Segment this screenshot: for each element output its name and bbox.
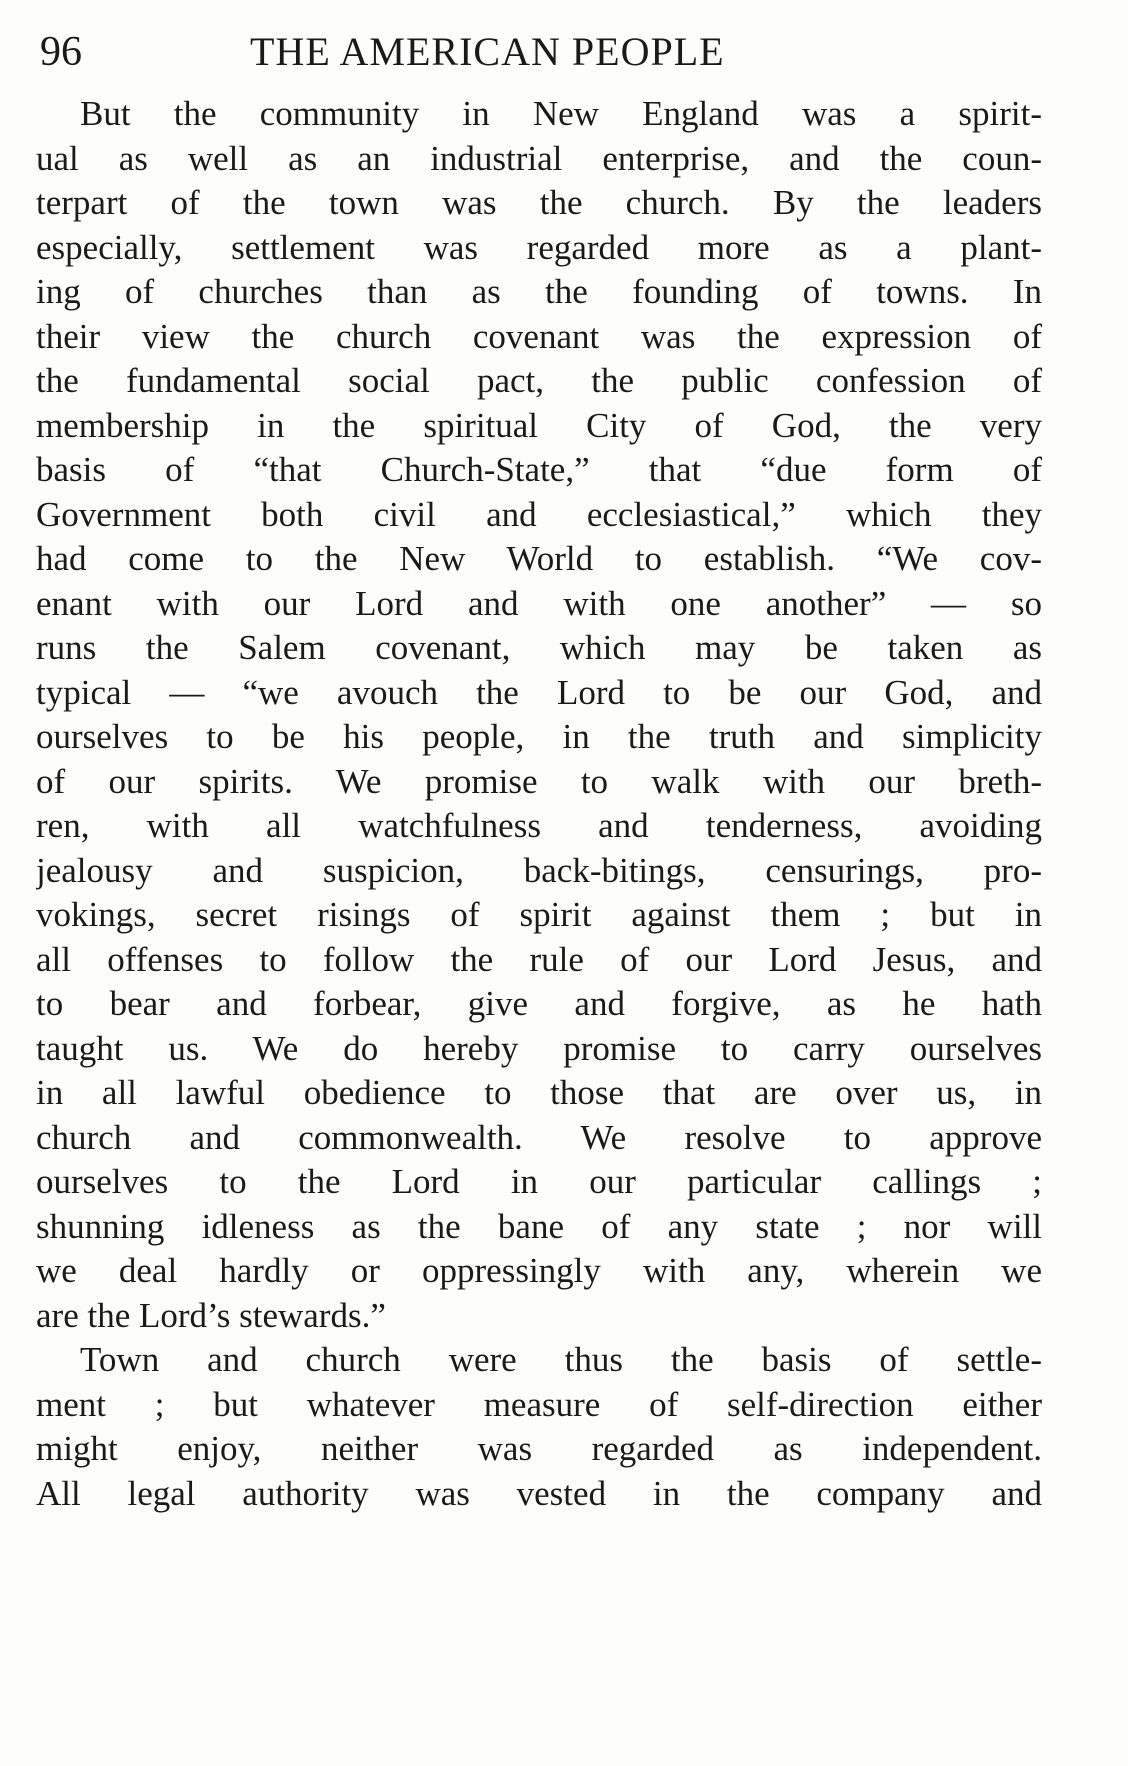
text-line: All legal authority was vested in the company and xyxy=(36,1473,1042,1513)
text-line: we deal hardly or oppressingly with any, wherein we xyxy=(36,1251,1042,1290)
running-head: THE AMERICAN PEOPLE xyxy=(250,29,725,74)
text-line: ren, with all watchfulness and tenderness, avoiding xyxy=(36,806,1042,845)
paragraph-1 xyxy=(36,92,1042,1338)
text-line: taught us. We do hereby promise to carry ourselves xyxy=(36,1028,1042,1068)
text-line: church and commonwealth. We resolve to approve xyxy=(36,1117,1042,1157)
page-header xyxy=(40,24,1040,84)
text-line: ment ; but whatever measure of self-direction either xyxy=(36,1384,1042,1424)
text-line: membership in the spiritual City of God, the very xyxy=(36,405,1042,445)
text-line: might enjoy, neither was regarded as independent. xyxy=(36,1429,1042,1468)
body-text xyxy=(36,92,1042,1516)
text-line: shunning idleness as the bane of any state ; nor will xyxy=(36,1206,1042,1246)
text-line: jealousy and suspicion, back-bitings, censurings, pro- xyxy=(36,850,1042,890)
paragraph-2 xyxy=(36,1338,1042,1516)
text-line: vokings, secret risings of spirit against them ; but in xyxy=(36,895,1042,934)
text-line: of our spirits. We promise to walk with our breth- xyxy=(36,761,1042,801)
text-line: terpart of the town was the church. By the leaders xyxy=(36,183,1042,222)
page-number: 96 xyxy=(40,29,82,75)
text-line: had come to the New World to establish. “We cov- xyxy=(36,539,1042,578)
text-line: their view the church covenant was the expression of xyxy=(36,316,1042,356)
text-line: typical — “we avouch the Lord to be our God, and xyxy=(36,672,1042,712)
text-line: runs the Salem covenant, which may be taken as xyxy=(36,628,1042,667)
text-line: ourselves to be his people, in the truth and simplicity xyxy=(36,717,1042,756)
text-line: the fundamental social pact, the public confession of xyxy=(36,361,1042,400)
text-line: are the Lord’s stewards.” xyxy=(36,1295,386,1335)
text-line: ual as well as an industrial enterprise, and the coun- xyxy=(36,138,1042,178)
text-line: to bear and forbear, give and forgive, as he hath xyxy=(36,984,1042,1023)
text-line: in all lawful obedience to those that are over us, in xyxy=(36,1073,1042,1112)
text-line: especially, settlement was regarded more as a plant- xyxy=(36,227,1042,267)
text-line: enant with our Lord and with one another” — so xyxy=(36,583,1042,623)
text-line: ing of churches than as the founding of towns. In xyxy=(36,272,1042,311)
text-line: basis of “that Church-State,” that “due form of xyxy=(36,450,1042,489)
text-line: Town and church were thus the basis of settle- xyxy=(80,1340,1042,1379)
text-line: But the community in New England was a spirit- xyxy=(80,94,1042,133)
text-line: ourselves to the Lord in our particular callings ; xyxy=(36,1162,1042,1201)
text-line: Government both civil and ecclesiastical,” which they xyxy=(36,494,1042,534)
text-line: all offenses to follow the rule of our Lord Jesus, and xyxy=(36,939,1042,979)
